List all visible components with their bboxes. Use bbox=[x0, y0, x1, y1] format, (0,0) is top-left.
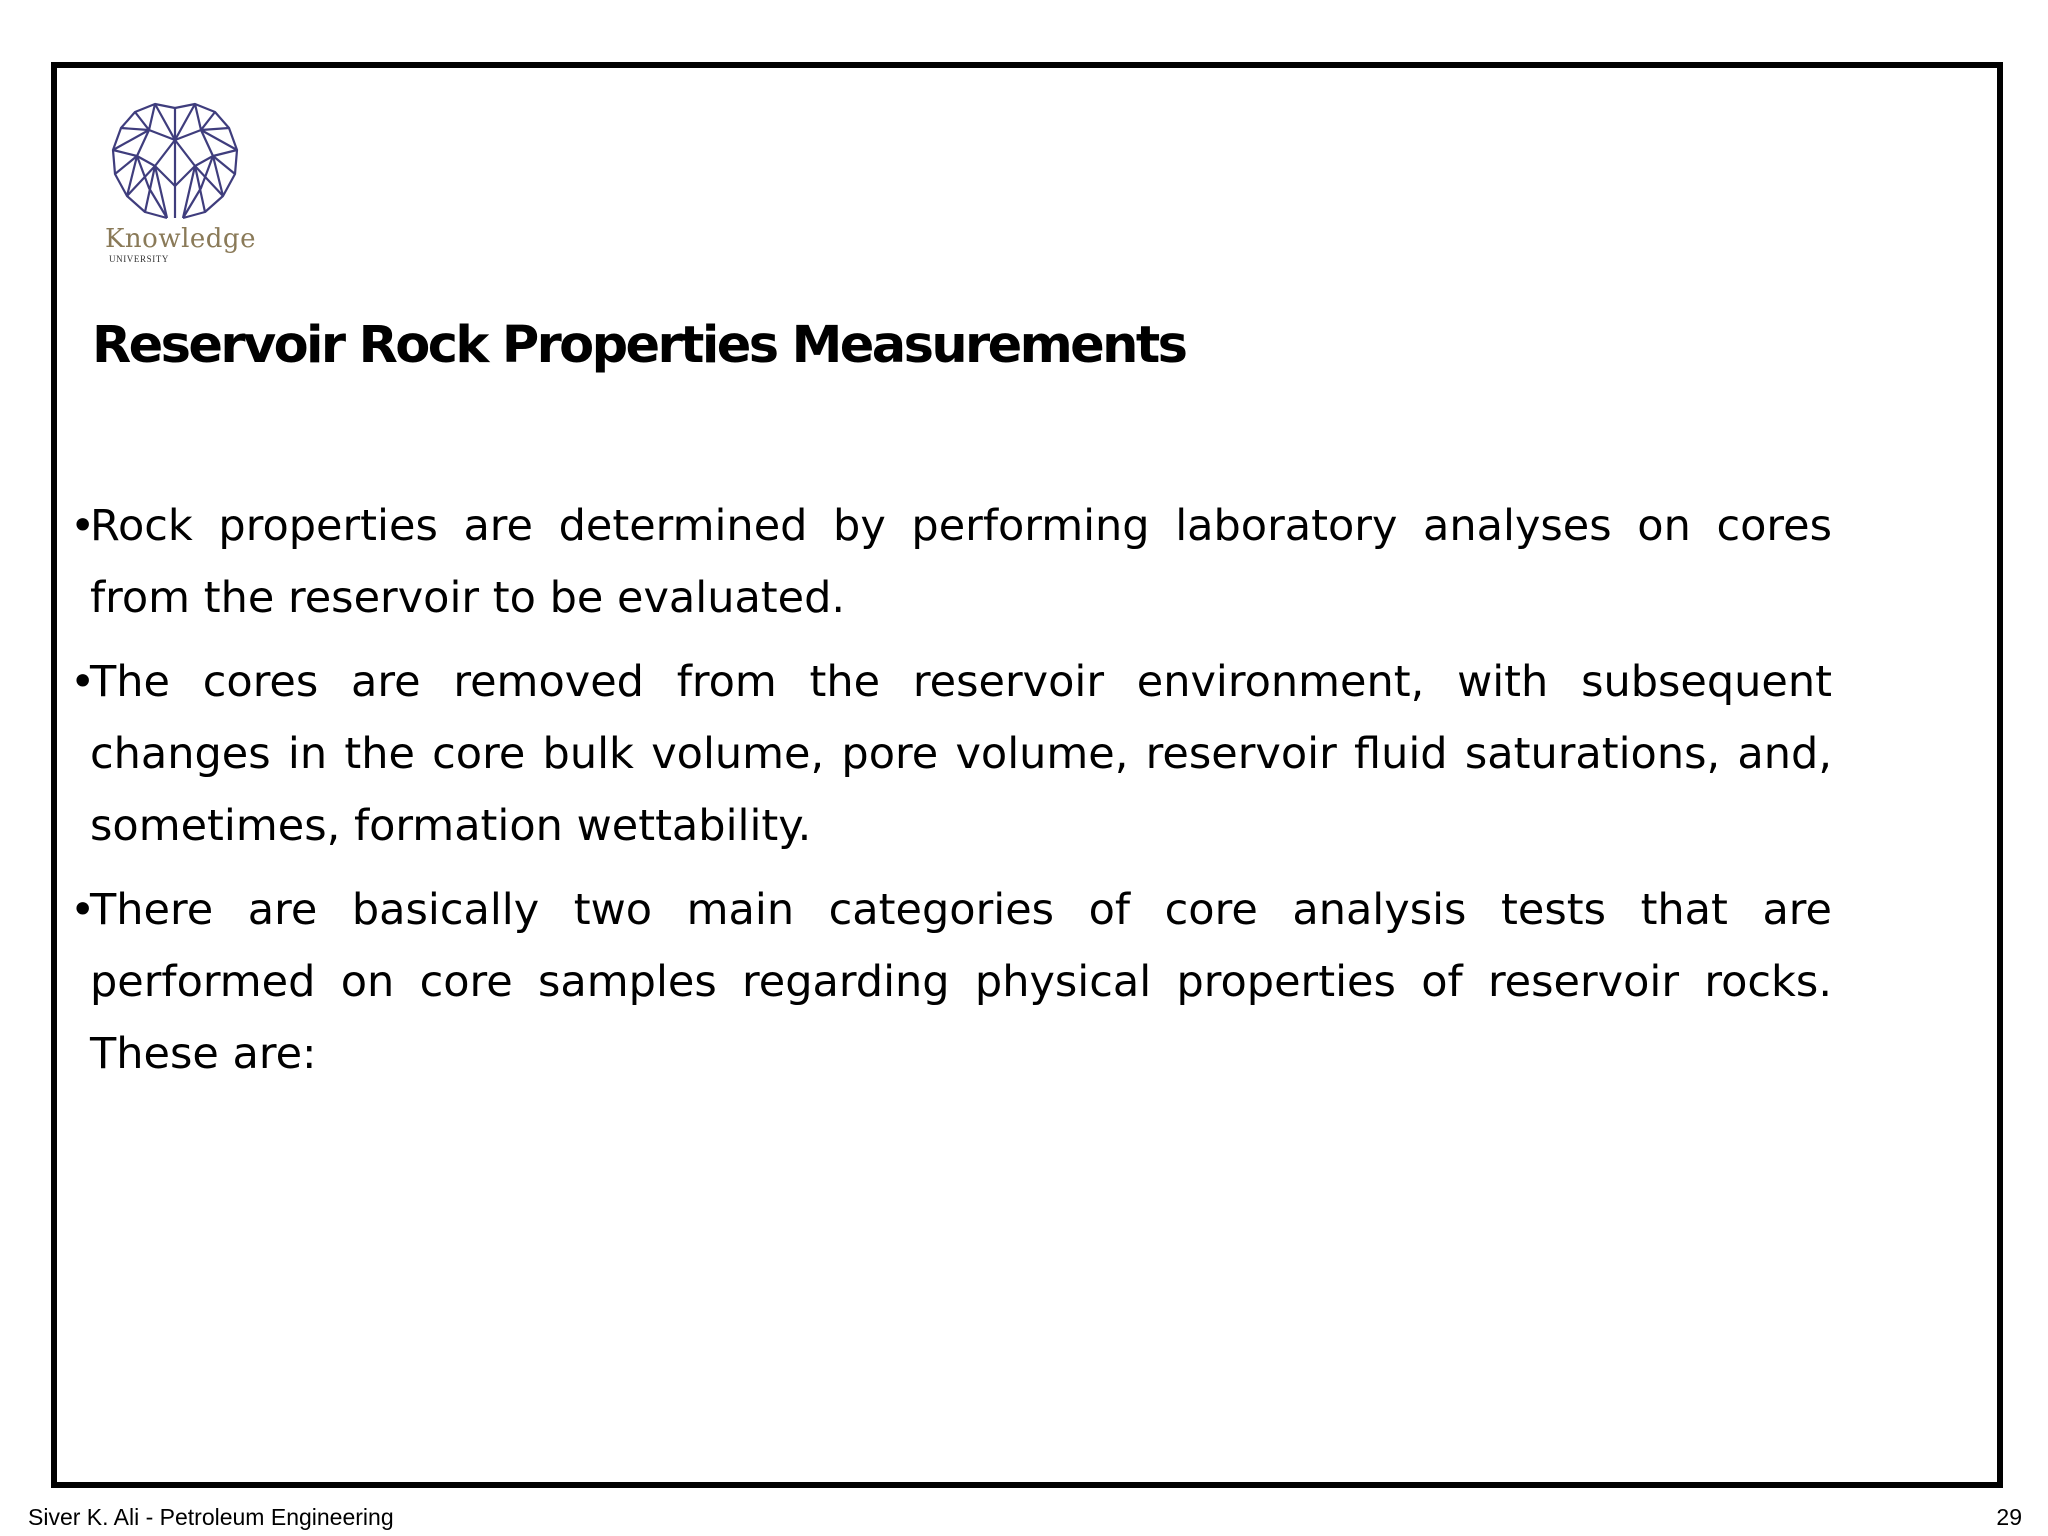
bullet-text: Rock properties are determined by performing laboratory analyses on cores from the reservoir to be evaluated. bbox=[90, 501, 1832, 623]
page-number: 29 bbox=[1996, 1504, 2022, 1530]
list-item bbox=[70, 646, 1832, 862]
footer-author: Siver K. Ali - Petroleum Engineering bbox=[28, 1504, 394, 1530]
brain-network-icon bbox=[105, 100, 245, 224]
bullet-text: The cores are removed from the reservoir environment, with subsequent changes in the core bulk volume, pore volume, reservoir fluid saturations, and, sometimes, formation wettability. bbox=[90, 657, 1832, 851]
list-item bbox=[70, 490, 1832, 634]
bullet-marker: • bbox=[70, 501, 96, 551]
university-logo bbox=[105, 100, 256, 270]
logo-subtitle: UNIVERSITY bbox=[109, 254, 169, 264]
bullet-marker: • bbox=[70, 885, 96, 935]
bullet-marker: • bbox=[70, 657, 96, 707]
bullet-list bbox=[70, 490, 1832, 1102]
page-title: Reservoir Rock Properties Measurements bbox=[92, 316, 1186, 375]
logo-wordmark: Knowledge bbox=[105, 224, 256, 254]
list-item bbox=[70, 874, 1832, 1090]
bullet-text: There are basically two main categories of core analysis tests that are performed on core samples regarding physical properties of reservoir rocks. These are: bbox=[90, 885, 1832, 1079]
